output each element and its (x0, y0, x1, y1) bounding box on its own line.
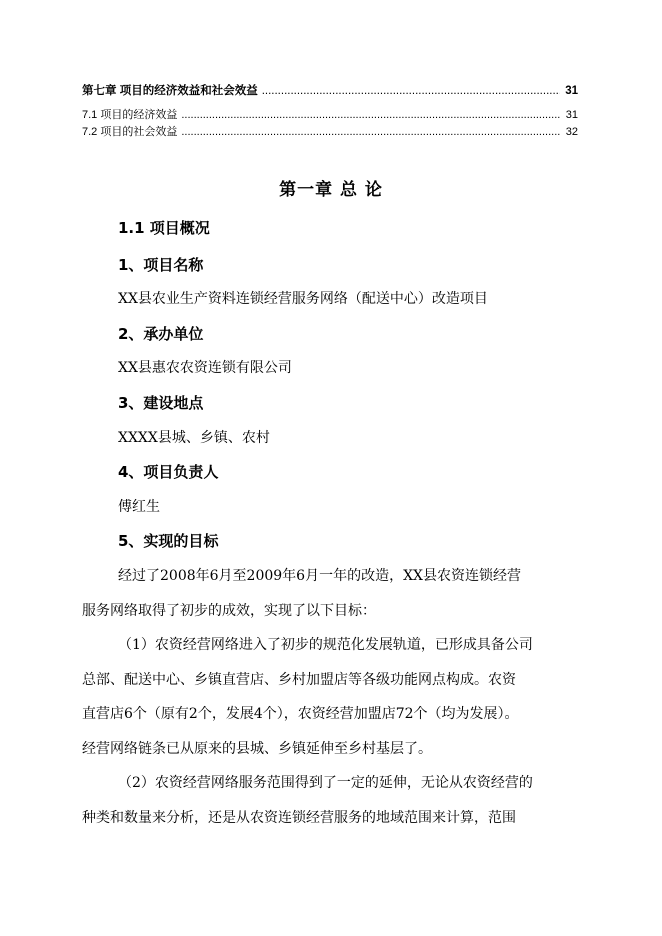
item-heading-location: 3、建设地点 (118, 394, 204, 412)
item-text-project-leader: 傅红生 (118, 499, 160, 515)
paragraph-line: 总部、配送中心、乡镇直营店、乡村加盟店等各级功能网点构成。农资 (82, 672, 516, 688)
item-text-project-name: XX县农业生产资料连锁经营服务网络（配送中心）改造项目 (118, 291, 488, 307)
paragraph-line: 经营网络链条已从原来的县城、乡镇延伸至乡村基层了。 (82, 741, 432, 757)
toc-entry-7-2[interactable] (82, 123, 578, 139)
item-text-location: XXXX县城、乡镇、农村 (118, 430, 270, 446)
toc-entry-page: 32 (565, 126, 578, 138)
paragraph-line: （1）农资经营网络进入了初步的规范化发展轨道，已形成具备公司 (118, 637, 533, 653)
paragraph-line: 服务网络取得了初步的成效，实现了以下目标： (82, 603, 376, 619)
item-heading-organizer: 2、承办单位 (118, 325, 204, 343)
toc-leader-dots (262, 85, 560, 97)
paragraph-line: 种类和数量来分析，还是从农资连锁经营服务的地域范围来计算，范围 (82, 810, 516, 826)
toc-entry-label: 7.1 项目的经济效益 (82, 109, 178, 121)
toc-leader-dots (181, 109, 560, 121)
item-heading-goals: 5、实现的目标 (118, 532, 219, 550)
item-heading-project-leader: 4、项目负责人 (118, 463, 219, 481)
paragraph-line: 直营店6个（原有2个，发展4个），农资经营加盟店72个（均为发展）。 (82, 706, 519, 722)
toc-leader-dots (181, 126, 560, 138)
paragraph-line: 经过了2008年6月至2009年6月一年的改造，XX县农资连锁经营 (118, 568, 522, 584)
toc-entry-label: 7.2 项目的社会效益 (82, 126, 178, 138)
toc-entry-page: 31 (565, 109, 578, 121)
item-text-organizer: XX县惠农农资连锁有限公司 (118, 360, 292, 376)
toc-entry-7-1[interactable] (82, 106, 578, 122)
paragraph-line: （2）农资经营网络服务范围得到了一定的延伸，无论从农资经营的 (118, 775, 533, 791)
section-heading-overview: 1.1 项目概况 (118, 219, 210, 237)
chapter-title: 第一章 总 论 (279, 180, 383, 200)
toc-entry-page: 31 (565, 85, 578, 97)
toc-entry-chapter-7[interactable] (82, 82, 578, 98)
item-heading-project-name: 1、项目名称 (118, 256, 204, 274)
toc-entry-label: 第七章 项目的经济效益和社会效益 (82, 85, 258, 97)
